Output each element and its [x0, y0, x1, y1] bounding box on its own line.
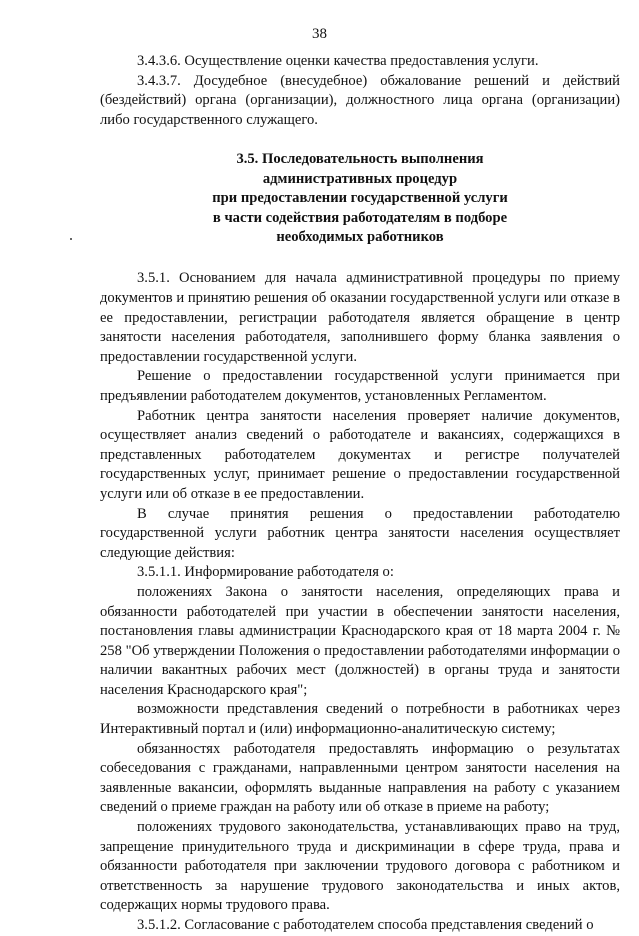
heading-line: необходимых работников [276, 229, 444, 245]
heading-line: административных процедур [262, 170, 458, 187]
paragraph: обязанностях работодателя предоставлять информацию о результатах собеседования с гражданами, направленными центром занятости населения на заявленные вакансии, оформлять выданные направления на работу с указанием сведений о приеме граждан на работу или об отказе в приеме на работу; [100, 740, 620, 816]
paragraph: 3.5.1. Основанием для начала административной процедуры по приему документов и принятию решения об оказании государственной услуги или отказе в ее предоставлении, регистрации работодателя является обращение в центр занятости населения работодателя, заполнившего форму бланка заявления о предоставлении государственной услуги. [100, 270, 620, 365]
heading-line: в части содействия работодателям в подборе [212, 209, 508, 226]
paragraph: Работник центра занятости населения проверяет наличие документов, осуществляет анализ сведений о работодателе и вакансиях, содержащихся в представленных работодателем документах и регистре получателей государственных услуг, принимает решение о предоставлении государственной услуги или об отказе в ее предоставлении. [100, 407, 620, 502]
section-heading [100, 150, 620, 247]
paragraph: положениях трудового законодательства, устанавливающих право на труд, запрещение принудительного труда и дискриминации в сфере труда, права и обязанности работодателя при заключении трудового договора с работником и ответственность за нарушение трудового законодательства и иных актов, содержащих нормы трудового права. [100, 819, 620, 914]
page-number: 38 [312, 26, 327, 42]
paragraph: 3.5.1.1. Информирование работодателя о: [137, 564, 394, 581]
paragraph: В случае принятия решения о предоставлении работодателю государственной услуги работник центра занятости населения осуществляет следующие действия: [100, 505, 620, 561]
list-item-3-4-3-6: 3.4.3.6. Осуществление оценки качества предоставления услуги. [137, 53, 539, 69]
list-item-3-4-3-7: 3.4.3.7. Досудебное (внесудебное) обжалование решений и действий (бездействий) органа (организации), должностного лица органа (организации) либо государственного служащего. [100, 72, 620, 128]
heading-line: при предоставлении государственной услуги [212, 190, 508, 207]
scan-speck [70, 238, 72, 240]
paragraph: Решение о предоставлении государственной услуги принимается при предъявлении работодателем документов, установленных Регламентом. [100, 368, 620, 404]
paragraph: 3.5.1.2. Согласование с работодателем способа представления сведений о [137, 917, 594, 933]
paragraph: возможности представления сведений о потребности в работниках через Интерактивный портал и (или) информационно-аналитическую систему; [100, 701, 620, 738]
heading-line: 3.5. Последовательность выполнения [236, 151, 484, 168]
paragraph: положениях Закона о занятости населения, определяющих права и обязанности работодателей при участии в обеспечении занятости населения, постановления главы администрации Краснодарского края от 18 марта 2004 г. № 258 "Об утверждении Положения о предоставлении работодателями информации о наличии вакантных рабочих мест (должностей) в органы труда и занятости населения Краснодарского края"; [100, 583, 620, 698]
page-body [100, 52, 620, 936]
